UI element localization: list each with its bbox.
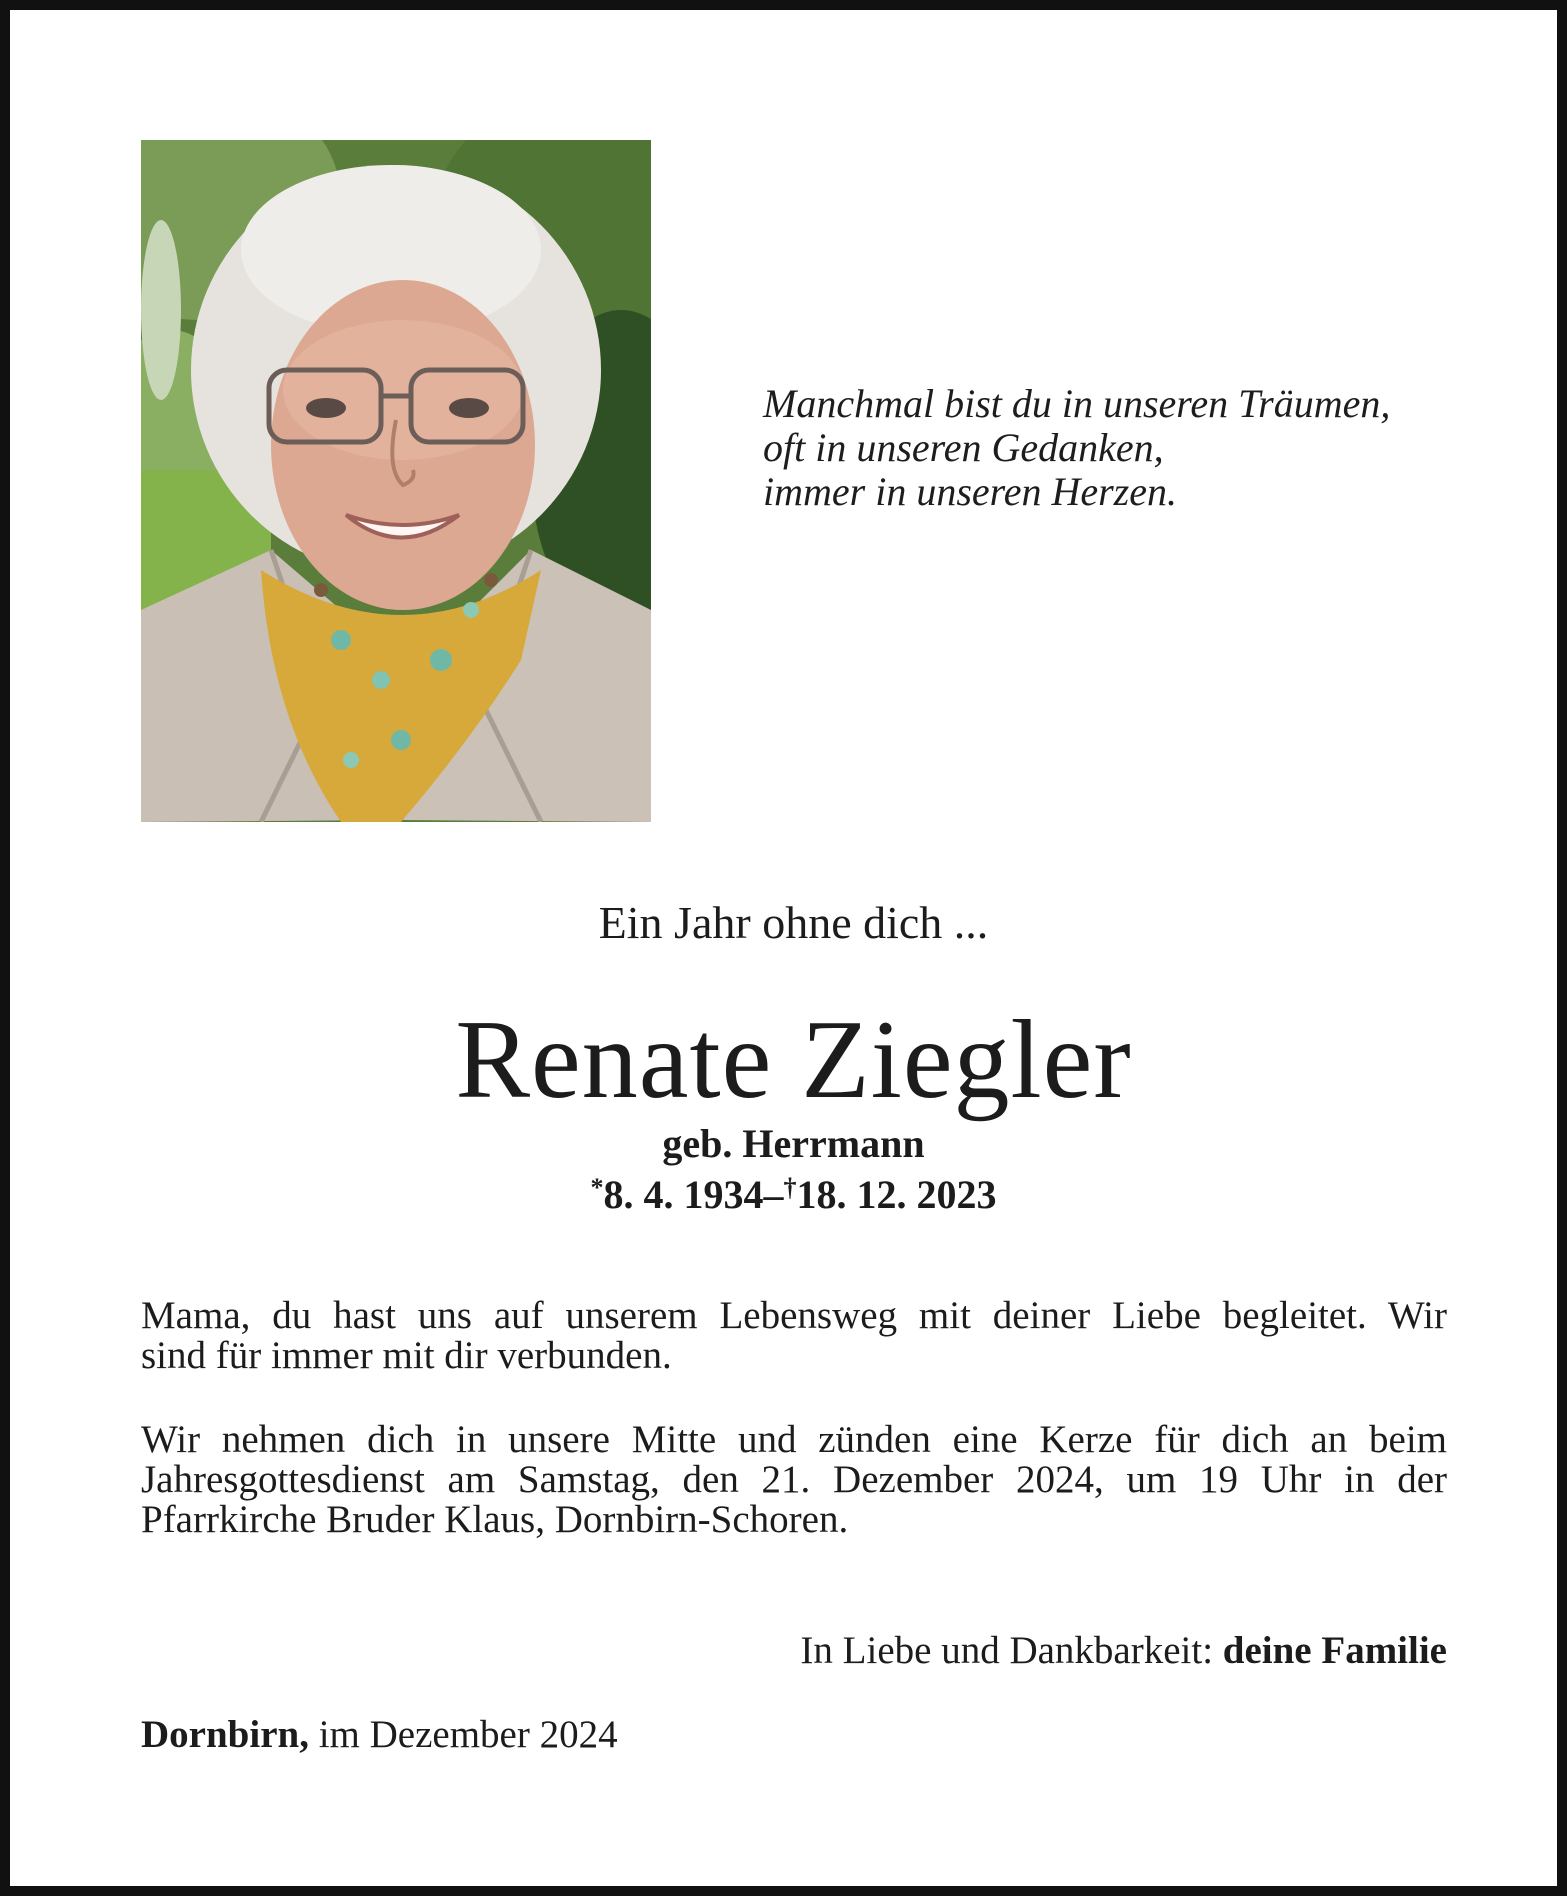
quote-line: immer in unseren Herzen. <box>763 469 1178 514</box>
anniversary-heading: Ein Jahr ohne dich ... <box>598 897 989 948</box>
paragraph-line: Wir nehmen dich in unsere Mitte und zünden eine Kerze für dich an beim <box>141 1418 1447 1461</box>
place-and-date <box>141 1713 618 1757</box>
deceased-name: Renate Ziegler <box>455 998 1132 1122</box>
portrait-photo-icon <box>141 140 651 822</box>
place-city: Dornbirn, <box>141 1713 309 1756</box>
service-paragraph <box>141 1420 1447 1540</box>
maiden-name: geb. Herrmann <box>662 1121 925 1166</box>
place-date: im Dezember 2024 <box>318 1713 618 1756</box>
paragraph-line: Pfarrkirche Bruder Klaus, Dornbirn-Schoren. <box>141 1498 849 1541</box>
paragraph-line: Mama, du hast uns auf unserem Lebensweg mit deiner Liebe begleitet. Wir <box>141 1294 1447 1337</box>
death-cross-icon: † <box>783 1173 797 1202</box>
signoff <box>141 1629 1447 1673</box>
quote-line: Manchmal bist du in unseren Träumen, <box>763 381 1391 426</box>
memorial-quote <box>763 382 1463 514</box>
family-signature: deine Familie <box>1222 1629 1447 1672</box>
tribute-paragraph <box>141 1296 1447 1376</box>
portrait-photo <box>141 140 651 822</box>
paragraph-line: sind für immer mit dir verbunden. <box>141 1334 672 1377</box>
date-separator: – <box>763 1172 784 1217</box>
life-dates <box>10 1166 1567 1217</box>
birth-star-icon: * <box>590 1173 604 1202</box>
signoff-prefix: In Liebe und Dankbarkeit: <box>800 1629 1214 1672</box>
death-date: 18. 12. 2023 <box>796 1172 997 1217</box>
paragraph-line: Jahresgottesdienst am Samstag, den 21. Dezember 2024, um 19 Uhr in der <box>141 1458 1447 1501</box>
quote-line: oft in unseren Gedanken, <box>763 425 1164 470</box>
birth-date: 8. 4. 1934 <box>603 1172 764 1217</box>
